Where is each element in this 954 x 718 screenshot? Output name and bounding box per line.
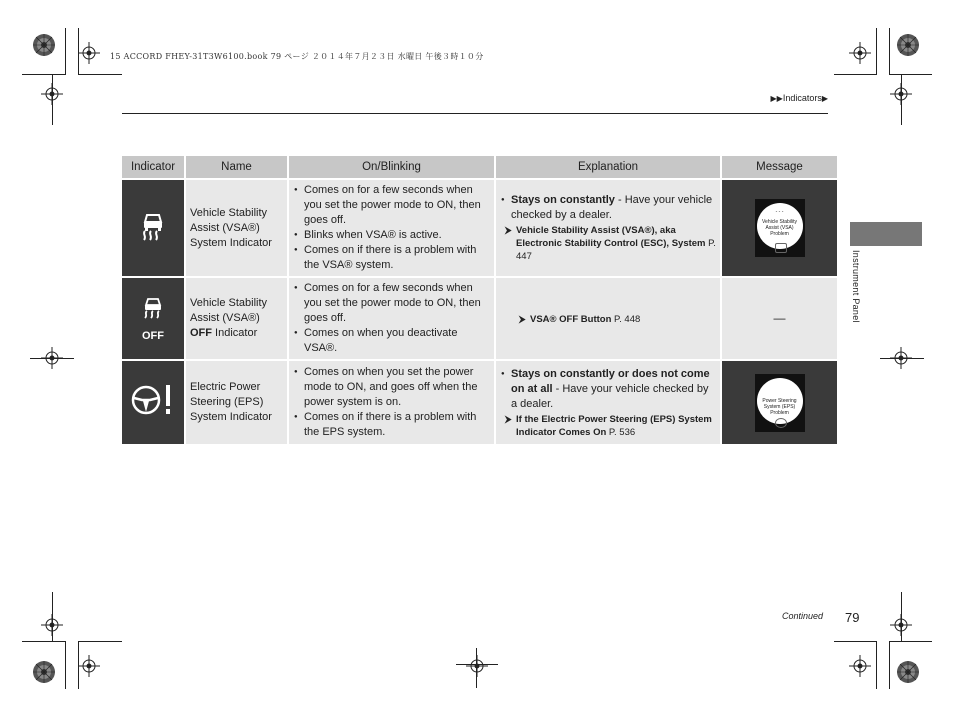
col-header-indicator: Indicator [122,156,184,178]
explanation-cell [496,361,720,444]
on-blinking-cell [289,180,494,276]
message-cell: — [722,278,837,359]
table-row [122,361,837,444]
list-item: ● Blinks when VSA® is active. [304,228,490,243]
vsa-off-icon [138,296,168,330]
registration-mark-icon [78,42,100,64]
vsa-small-icon [775,243,787,253]
list-item: ● Comes on for a few seconds when you set the power mode to ON, then goes off. [304,183,490,228]
registration-mark-icon [849,42,871,64]
color-rosette-icon [896,33,920,57]
registration-mark-icon [849,655,871,677]
continued-label: Continued [782,611,824,621]
color-rosette-icon [32,33,56,57]
steering-wheel-warning-icon [128,380,178,420]
breadcrumb-section: Indicators [782,93,822,103]
reference-arrow-icon: ⮞ [505,413,512,424]
registration-mark-icon [78,655,100,677]
triangle-icon: ▶ [821,94,828,103]
page-reference-link[interactable]: ⮞ VSA® OFF Button P. 448 [519,313,641,325]
registration-mark-icon [890,83,912,105]
registration-mark-icon [41,347,63,369]
list-item: ● Comes on when you deactivate VSA®. [304,326,490,356]
section-tab-label: Instrument Panel [851,250,861,323]
list-item: ● Comes on if there is a problem with the EPS system. [304,410,490,440]
indicator-cell [122,180,184,276]
header-rule [122,113,828,114]
explanation-cell [496,180,720,276]
reference-arrow-icon: ⮞ [505,225,512,235]
message-cell [722,180,837,276]
registration-mark-icon [890,347,912,369]
message-display-image: Power Steering System (EPS) Problem [755,374,805,432]
list-item: ● Comes on when you set the power mode to ON, and goes off when the power system is on. [304,365,490,410]
explanation-cell [496,278,720,359]
list-item: ● Stays on constantly - Have your vehicle checked by a dealer. [511,193,716,223]
indicator-table [120,154,839,446]
section-tab [850,222,922,246]
table-header-row [122,156,837,178]
col-header-on-blinking: On/Blinking [289,156,494,178]
print-info: 15 ACCORD FHEY-31T3W6100.book 79 ページ ２０１４年７月２３日 水曜日 午後３時１０分 [110,52,484,61]
registration-mark-icon [466,655,488,677]
name-cell: Electric Power Steering (EPS) System Indicator [186,361,287,444]
list-item: ● Stays on constantly or does not come on at all - Have your vehicle checked by a dealer. [511,367,716,412]
name-cell: Vehicle Stability Assist (VSA®) System Indicator [186,180,287,276]
list-item: ● Comes on for a few seconds when you set the power mode to ON, then goes off. [304,281,490,326]
off-icon-label: OFF [142,330,164,342]
reference-arrow-icon: ⮞ [519,313,526,324]
color-rosette-icon [32,660,56,684]
table-row [122,180,837,276]
indicator-cell [122,361,184,444]
on-blinking-cell [289,278,494,359]
table-row [122,278,837,359]
double-triangle-icon: ▶▶ [770,94,783,103]
steering-small-icon [775,418,787,428]
page-reference-link[interactable]: ⮞ If the Electric Power Steering (EPS) System Indicator Comes On P. 536 [505,413,712,438]
registration-mark-icon [41,614,63,636]
col-header-explanation: Explanation [496,156,720,178]
message-cell [722,361,837,444]
on-blinking-cell [289,361,494,444]
breadcrumb [771,93,829,103]
color-rosette-icon [896,660,920,684]
vsa-skid-icon [136,209,170,243]
list-item: ● Comes on if there is a problem with the VSA® system. [304,243,490,273]
name-cell: Vehicle Stability Assist (VSA®) OFF Indicator [186,278,287,359]
registration-mark-icon [890,614,912,636]
page-reference-link[interactable]: ⮞ Vehicle Stability Assist (VSA®), aka Electronic Stability Control (ESC), System P. 447 [505,225,716,262]
col-header-message: Message [722,156,837,178]
indicator-cell [122,278,184,359]
page-number: 79 [845,610,860,625]
message-display-image: - - - Vehicle Stability Assist (VSA) Problem [755,199,805,257]
registration-mark-icon [41,83,63,105]
col-header-name: Name [186,156,287,178]
